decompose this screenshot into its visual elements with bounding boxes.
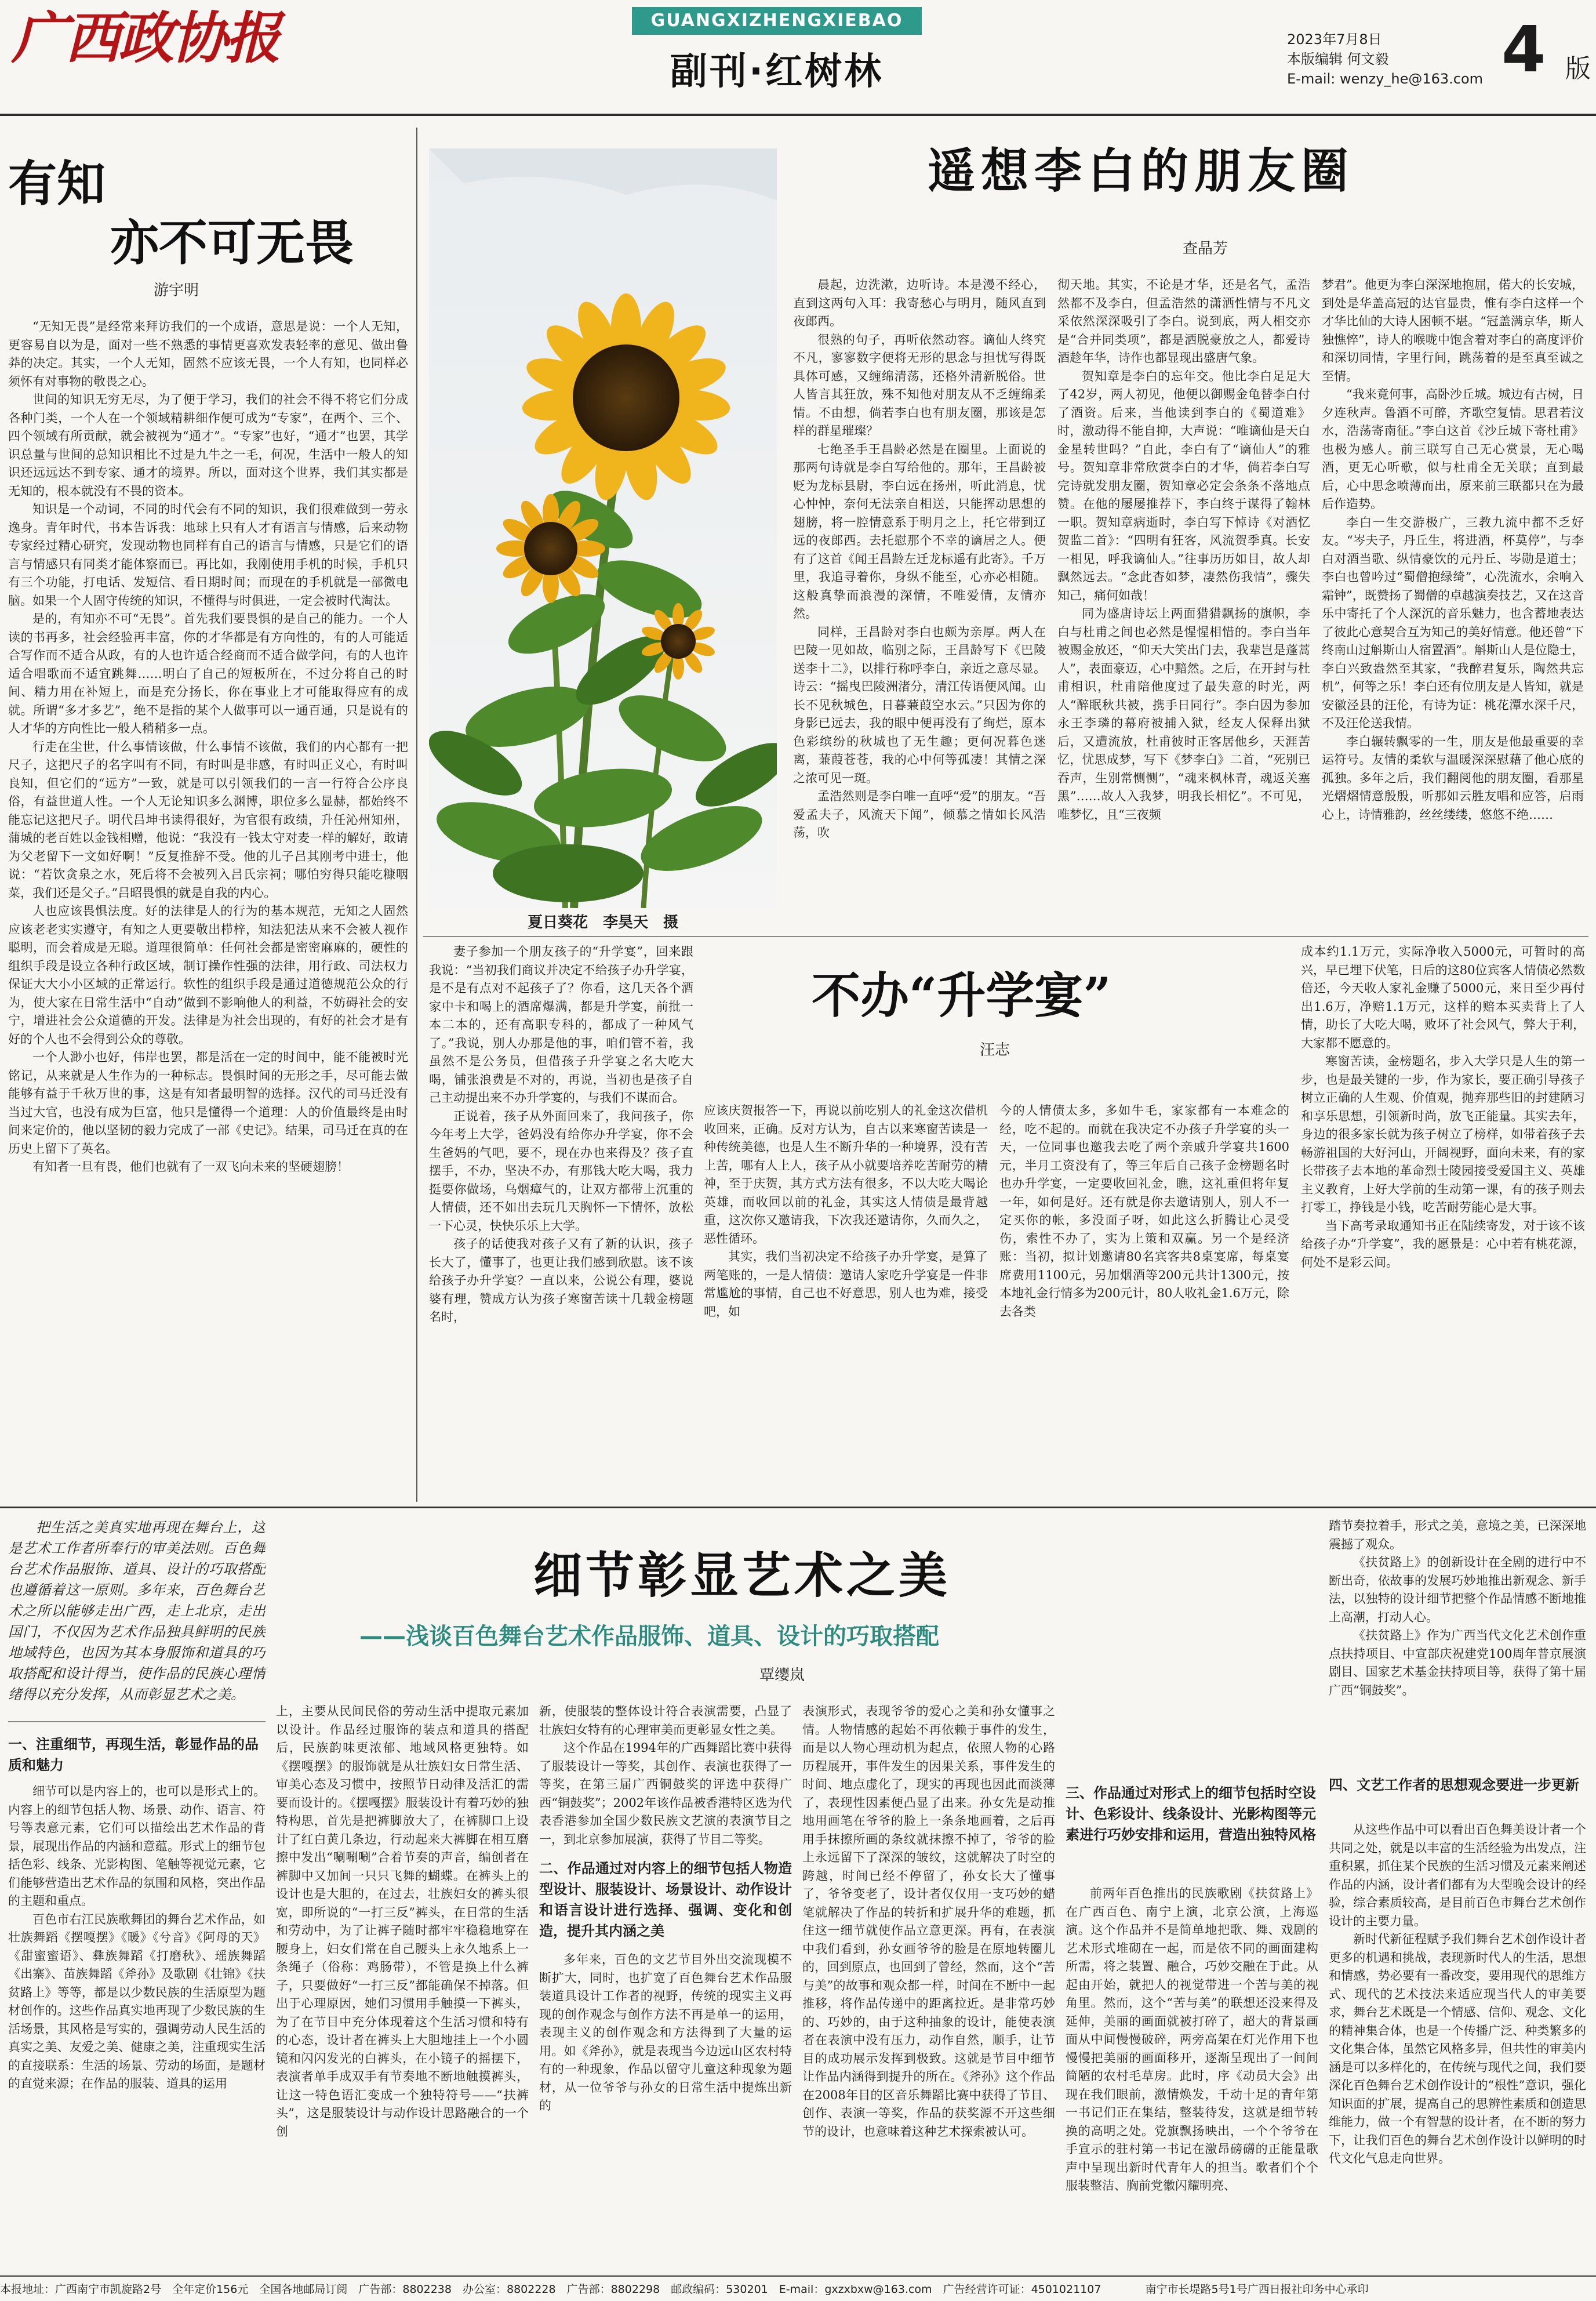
article2-col3 (1322, 276, 1584, 920)
article4-paragraph: 细节可以是内容上的，也可以是形式上的。内容上的细节包括人物、场景、动作、语言、符号等表意元素，它们可以描绘出艺术作品的背景，展现出作品的内涵和意蕴。形式上的细节包括色彩、线条、光影构图、笔触等视觉元素，它们能够营造出艺术作品的氛围和风格，突出作品的主题和重点。 (8, 1784, 266, 1908)
article1-body (8, 318, 408, 1489)
article4-paragraph: 前两年百色推出的民族歌剧《扶贫路上》在广西百色、南宁上演，北京公演，上海巡演。这个作品并不是简单地把歌、舞、戏剧的艺术形式堆砌在一起，而是依不同的画面建构所需，将之装置、融合，巧妙交融在于此。从起由开始，就把人的视觉带进一个苦与美的视角里。然而，这个“苦与美”的联想还没来得及延伸，美丽的画面就被打碎了，超大的背景画面从中间慢慢破碎，两旁高架在灯光作用下也慢慢把美丽的画面移开，逐渐呈现出了一间间简陋的农村毛草房。此时，序《动员大会》出现在我们眼前，激情焕发，千动十足的青年第一书记们正在集结，整装待发，这就是细节转换的高明之处。党旗飘扬映出，一个个爷爷在手宣示的驻村第一书记在激昂磅礴的正能量歌声中呈现出新时代青年人的担当。歌者们个个服装整洁、胸前党徽闪耀明亮、 (1066, 1886, 1318, 2193)
article4-paragraph: 多年来，百色的文艺节目外出交流现模不断扩大，同时，也扩宽了百色舞台艺术作品服装道具设计工作者的视野，传统的现实主义再现的创作观念与创作方法不再是单一的运用，表现主义的创作观念和方法得到了大量的运用。如《斧孙》，就是表现当今边远山区农村特有的一种现象，作品以留守儿童这种现象为题材，从一位爷爷与孙女的日常生活中提炼出新的 (539, 1952, 792, 2113)
article2-paragraph: 同为盛唐诗坛上两面猎猎飘扬的旗帜，李白与杜甫之间也必然是惺惺相惜的。李白当年被赐金放还，“仰天大笑出门去，我辈岂是蓬蒿人”，表面豪迈，心中黯然。之后，在开封与杜甫相识，杜甫陪他度过了最失意的时光，两人“醉眠秋共被，携手日同行”。李白因为参加永王李璘的幕府被捕入狱，经友人保释出狱后，又遭流放，杜甫彼时正客居他乡，天涯苦忆，忧思成梦，写下《梦李白》二首，“死别已吞声，生别常恻恻”，“魂来枫林青，魂返关塞黑”……故人入我梦，明我长相忆”。不可见，唯梦忆，且“三夜频 (1057, 607, 1310, 822)
sunflower-image (429, 148, 777, 908)
article2-title: 遥想李白的朋友圈 (928, 143, 1355, 199)
article4-section4-heading: 四、文艺工作者的思想观念要进一步更新 (1329, 1777, 1579, 1793)
article1-paragraph: 一个人渺小也好，伟岸也罢，都是活在一定的时间中，能不能被时光铭记，从来就是人生作为的一种标志。畏惧时间的无形之手，尽可能去做能够有益于千秋万世的事，这是有知者最明智的选择。汉代的司马迁没有当过大官，也没有成为巨富，他只是懂得一个道理：人的价值最终是由时间来定价的，他以坚韧的毅力完成了一部《史记》。结果，司马迁在真的在历史上留下了英名。 (8, 1050, 408, 1156)
article3-col3 (1301, 943, 1585, 1500)
masthead-pinyin: GUANGXIZHENGXIEBAO (632, 7, 922, 35)
article4-paragraph: 《扶贫路上》的创新设计在全剧的进行中不断出奇，依故事的发展巧妙地推出新观念、新手法，以独特的设计细节把整个作品情感不断地推上高潮，打动人心。 (1329, 1555, 1586, 1624)
article2-paragraph: 梦君”。他更为李白深深地抱屈，偌大的长安城，到处是华盖高冠的达官显贵，惟有李白这样一个才华比仙的大诗人困顿不堪。“冠盖满京华，斯人独憔悴”，诗人的喉咙中饱含着对李白的高度评价和深切同情，字里行间，跳荡着的是至真至诚之至情。 (1322, 278, 1584, 383)
article4-col5a (1329, 1517, 1586, 1766)
article4-paragraph: 《扶贫路上》作为广西当代文化艺术创作重点扶持项目、中宣部庆祝建党100周年普京展演剧目、国家艺术基金扶持项目等，获得了第十届广西“铜鼓奖”。 (1329, 1628, 1586, 1697)
article4-paragraph: 新时代新征程赋予我们舞台艺术创作设计者更多的机遇和挑战，表现新时代人的生活，思想和情感，势必要有一番改变，要用现代的思维方式、现代的艺术技法来适应现当代人的审美要求，舞台艺术既是一个情感、信仰、观念、文化的精神集合体，也是一个传播广泛、种类繁多的文化集合体，虽然它风格多异，但共性的审美内涵是可以多样化的，在传统与现代之间，我们要深化百色舞台艺术创作设计的“根性”意识，强化知识面的扩展，提高自己的思辨性素质和创造思维能力，做一个有智慧的设计者，在不断的努力下，让我们百色的舞台艺术创作设计以鲜明的时代文化气息走向世界。 (1329, 1932, 1586, 2165)
masthead-logo: 广西政协报 (12, 5, 278, 71)
article1-paragraph: 人也应该畏惧法度。好的法律是人的行为的基本规范，无知之人固然应该老老实实遵守，有知之人更要敬出栉梓，知法犯法从来不会被人视作聪明，而会着成是无聪。道理很简单：任何社会都是密密麻麻的，硬性的组织手段是设立各种行政区域，制订操作性强的法律，用行政、司法权力保证大大小小区域的正常运行。软性的组织手段是通过道德规范公众的行为，使大家在日常生活中“自动”做到不影响他人的利益，不妨碍社会的安宁，增进社会公众道德的开发。法律是为社会出现的，有好的社会才是有好的个人也不会得到公众的尊敬。 (8, 904, 408, 1046)
article1-paragraph: 行走在尘世，什么事情该做，什么事情不该做，我们的内心都有一把尺子，这把尺子的名字叫有不同，有时叫是非感，有时叫正义心，有时叫良知，但它们的“远方”一致，就是可以引领我们的一言一行符合公序良俗，有益世道人性。一个人无论知识多么渊博，职位多么显赫，都始终不能忘记这把尺子。明代吕坤书读得很好，为官很有政绩，升任沁州知州，蒲城的老百姓以金钱相赠，他说：“我没有一钱太守对麦一样的解好，敢请为父老留下一文如好啊！”反复推辞不受。他的儿子吕其刚考中进士，他说：“若饮贪泉之水，死后将不会被列入吕氏宗祠；哪怕穷得只能吃糠咽菜，我们还是父子。”吕昭畏惧的就是自我的内心。 (8, 739, 408, 900)
article3-paragraph: 其实，我们当初决定不给孩子办升学宴，是算了两笔账的，一是人情债：邀请人家吃升学宴是一件非常尴尬的事情，自己也不好意思，别人也为难，接受吧，如 (704, 1250, 988, 1319)
article2-paragraph: 贺知章是李白的忘年交。他比李白足足大了42岁，两人初见，他便以御赐金龟替李白付了酒资。后来，当他读到李白的《蜀道难》时，激动得不能自抑，大声说：“唯谪仙是天白金星转世吗？”自此，李白有了“谪仙人”的雅号。贺知章非常欣赏李白的才华，倘若李白写完诗就发朋友圈，贺知章必定会条条不落地点赞。在他的屡屡推荐下，李白终于谋得了翰林一职。贺知章病逝时，李白写下悼诗《对酒忆贺监二首》：“四明有狂客，风流贺季真。长安一相见，呼我谪仙人。”往事历历如目，故人却飘然远去。“念此杳如梦，凄然伤我情”，骤失知己，痛何如哉！ (1057, 369, 1310, 603)
section-rule (423, 936, 1588, 937)
article4-col2 (539, 1703, 792, 2270)
article1-paragraph: 有知者一旦有畏，他们也就有了一双飞向未来的坚硬翅膀！ (32, 1160, 349, 1174)
article3-col1 (704, 1102, 988, 1500)
article2-paragraph: 晨起，边洗漱，边听诗。本是漫不经心，直到这两句入耳：我寄愁心与明月，随风直到夜郎西。 (793, 278, 1046, 328)
article3-col0 (429, 943, 693, 1500)
article2-paragraph: 同样，王昌龄对李白也颇为亲厚。两人在巴陵一见如故，临别之际，王昌龄写下《巴陵送李十二》，以排行称呼李白，亲近之意尽显。诗云：“摇曳巴陵洲渚分，清江传语便风闻。山长不见秋城色，日暮蒹葭空水云。”只因为你的身影已远去，我的眼中便再没有了绚烂，原本色彩缤纷的秋城也了无生趣；更何况暮色迷离，蒹葭苍苍，我的心中何等孤凄！其情之深之浓可见一斑。 (793, 625, 1046, 785)
article4-col3 (802, 1703, 1055, 2270)
article4-lead-text: 把生活之美真实地再现在舞台上，这是艺术工作者所奉行的审美法则。百色舞台艺术作品服饰、道具、设计的巧取搭配也遵循着这一原则。多年来，百色舞台艺术之所以能够走出广西，走上北京，走出国门，不仅因为艺术作品独具鲜明的民族地域特色，也因为其本身服饰和道具的巧取搭配和设计得当，使作品的民族心理情绪得以充分发挥，从而彰显艺术之美。 (8, 1519, 266, 1703)
photo-caption: 夏日葵花 李昊天 摄 (527, 914, 678, 931)
article3-paragraph: 寒窗苦读，金榜题名，步入大学只是人生的第一步，也是最关键的一步，作为家长，要正确引导孩子树立正确的人生观、价值观，抛弃那些旧的封建陋习和享乐思想，引领新时尚，放飞正能量。其实去年，身边的很多家长就为孩子树立了榜样，如带着孩子去畅游祖国的大好河山，开阔视野，面向未来，有的家长带孩子去本地的革命烈士陵园接受爱国主义、英雄主义教育，上好大学前的生动第一课，有的孩子则去打零工，挣钱是小钱，吃苦耐劳能心是大事。 (1301, 1054, 1585, 1214)
article4-col1 (276, 1703, 529, 2270)
article2-paragraph: 七绝圣手王昌龄必然是在圈里。上面说的那两句诗就是李白写给他的。那年，王昌龄被贬为龙标县尉，李白远在扬州，听此消息，忧心忡忡，奈何无法亲自相送，只能挥动思想的翅膀，将一腔情意系于明月之上，托它带到辽远的夜郎西。去托慰那个不幸的谪居之人。便有了这首《闻王昌龄左迁龙标遥有此寄》。千万里，我追寻着你，身纵不能至，心亦必相随。这般真挚而浪漫的深情，不唯爱情，友情亦然。 (793, 442, 1046, 620)
article2-col1 (793, 276, 1046, 920)
article3-paragraph: 应该庆贺报答一下，再说以前吃别人的礼金这次借机收回来，正确。反对方认为，自古以来寒窗苦读是一种传统美德，也是人生不断升华的一种境界，没有苦上苦，哪有人上人，孩子从小就要培养吃苦耐劳的精神，至于庆贺，其方式方法有很多，不以大吃大喝论英雄，而收回以前的礼金，其实这人情债是最背越重，这次你又邀请我，下次我还邀请你，久而久之，恶性循环。 (704, 1104, 988, 1246)
article2-paragraph: “我来竟何事，高卧沙丘城。城边有古树，日夕连秋声。鲁酒不可醉，齐歌空复情。思君若汶水，浩荡寄南征。”李白这首《沙丘城下寄杜甫》也极为感人。前三联写自己无心赏景，无心喝酒，更无心听歌，似与杜甫全无关联；直到最后，心中思念喷薄而出，原来前三联都只在为最后作造势。 (1322, 387, 1584, 511)
article3-paragraph: 正说着，孩子从外面回来了，我问孩子，你今年考上大学，爸妈没有给你办升学宴，你不会生爸妈的气吧，要不，现在办也来得及？孩子直摆手，不办，坚决不办，有那钱大吃大喝，我力挺要你做场，乌烟瘴气的，让双方都带上沉重的人情债，还不如出去玩几天胸怀一下情怀，放松一下心灵，快快乐乐上大学。 (429, 1109, 693, 1233)
article2-author: 查晶芳 (1183, 240, 1228, 257)
page-editor: 本版编辑 何文毅 (1287, 51, 1389, 67)
article2-paragraph: 很熟的句子，再听依然动容。谪仙人终究不凡，寥寥数字便将无形的思念与担忧写得既具体可感，又缠绵清荡，还格外清新脱俗。世人皆言其狂放，殊不知他对朋友从不乏缠绵柔情。不由想，倘若李白也有朋友圈，那该是怎样的群星璀璨？ (793, 332, 1046, 438)
editor-email: E-mail: wenzy_he@163.com (1287, 71, 1484, 87)
article3-paragraph: 今的人情债太多，多如牛毛，家家都有一本难念的经，吃不起的。而就在我决定不办孩子升学宴的头一天，一位同事也邀我去吃了两个亲戚升学宴共1600元，半月工资没有了，等三年后自己孩子金榜题名时也办升学宴，一定要收回礼金，瞧，这礼重但将年复一年，如何是好。还有就是你去邀请别人，别人不一定买你的帐，多没面子呀，如此这么折腾让心灵受伤，索性不办了，实为上策和双赢。另一个是经济账：当初，拟计划邀请80名宾客共8桌宴席，每桌宴席费用1100元，另加烟酒等200元共计1300元，按本地礼金行情多为200元计，80人收礼金1.6万元，除去各类 (999, 1104, 1289, 1319)
article4-paragraph: 新，使服装的整体设计符合表演需要，凸显了壮族妇女特有的心理审美而更彰显女性之美。 (539, 1704, 792, 1737)
page-unit: 版 (1565, 54, 1591, 84)
article4-lead (8, 1517, 266, 1714)
article1-title-line1: 有知 (8, 155, 106, 212)
article3-paragraph: 孩子的话使我对孩子又有了新的认识，孩子长大了，懂事了，也更让我们感到欣慰。该不该给孩子办升学宴？一直以来，公说公有理，婆说婆有理，赞成方认为孩子寒窗苦读十几载金榜题名时， (429, 1237, 693, 1324)
article4-paragraph: 踏节奏拉着手，形式之美，意境之美，已深深地震撼了观众。 (1329, 1519, 1586, 1551)
article4-col4 (1066, 1885, 1318, 2270)
article4-paragraph: 这个作品在1994年的广西舞蹈比赛中获得了服装设计一等奖，其创作、表演也获得了一等奖，在第三届广西铜鼓奖的评选中获得广西“铜鼓奖”；2002年该作品被香港特区选为代表香港参加全国少数民族文艺演的表演节目之一，到北京参加展演，获得了节目二等奖。 (539, 1741, 792, 1846)
article3-title: 不办“升学宴” (812, 967, 1111, 1024)
article4-paragraph: 表演形式，表现爷爷的爱心之美和孙女懂事之情。人物情感的起始不再依赖于事件的发生，而是以人物心理动机为起点，依照人物的心路历程展开，事件发生的因果关系，事件发生的时间、地点虚化了，现实的再现也因此而淡薄了，表现性因素便凸显了出来。孙女先是动推地用画笔在爷爷的脸上一条条地画着，之后再用手抹擦所画的条纹就抹擦不掉了，爷爷的脸上永远留下了深深的皱纹，这就解决了时空的跨越，时间已经不停留了，孙女长大了懂事了，爷爷变老了，设计者仅仅用一支巧妙的蜡笔就解决了作品的转折和扩展升华的难题，抓住这一细节就使作品立意更深。再有，在表演中我们看到，孙女画爷爷的脸是在原地转圈儿的，回到原点，也回到了曾经，然而，这个“苦与美”的故事和观众都一样，时间在不断中一起推移，将作品传递中的距离拉近。是非常巧妙的、巧妙的，由于这种抽象的设计，能使表演者在表演中没有压力，动作自然，顺手，让节目的成功展示发挥到极致。这就是节目中细节让作品内涵得到提升的所在。《斧孙》这个作品在2008年目的区音乐舞蹈比赛中获得了节目、创作、表演一等奖，作品的获奖源不开这些细节的设计，也意味着这种艺术探索被认可。 (802, 1704, 1055, 2139)
article3-paragraph: 妻子参加一个朋友孩子的“升学宴”，回来跟我说：“当初我们商议并决定不给孩子办升学宴，是不是有点对不起孩子了？你看，这几天各个酒家中卡和喝上的酒席爆满，都是升学宴，前批一本二本的，还有高职专科的，都成了一种风气了。”我说，别人办那是他的事，咱们管不着，我虽然不是公务员，但借孩子升学宴之名大吃大喝，铺张浪费是不对的，再说，当初也是孩子自己主动提出来不办升学宴的，与我们不谋而合。 (429, 945, 693, 1105)
article4-col0 (8, 1783, 266, 2270)
article4-col5b (1329, 1821, 1586, 2270)
section-title: 副刊·红树林 (670, 50, 884, 93)
article4-paragraph: 从这些作品中可以看出百色舞美设计者一个共同之处，就是以丰富的生活经验为出发点，注重积累，抓住某个民族的生活习惯及元素来阐述作品的内涵，设计者们都有为大型晚会设计的经验，综合素质较高，是目前百色市舞台艺术创作设计的主要力量。 (1329, 1823, 1586, 1928)
article1-author: 游宇明 (154, 282, 199, 299)
article4-section1-heading: 一、注重细节，再现生活，彰显作品的品质和魅力 (8, 1736, 259, 1773)
article3-paragraph: 成本约1.1万元，实际净收入5000元，可暂时的高兴，早已埋下伏笔，日后的这80位宾客人情债必然数倍还，今天收人家礼金赚了5000元，来日至少再付出1.6万，净赔1.1万元，这样的赔本买卖背上了人情，助长了大吃大喝，败坏了社会风气，弊大于利，大家都不愿意的。 (1301, 945, 1585, 1050)
article1-title-line2: 亦不可无畏 (110, 214, 354, 271)
footer-info: 本报地址：广西南宁市凯旋路2号 全年定价156元 全国各地邮局订阅 广告部：8802238 办公室：8802228 广告部：8802298 邮政编码：530201 E-mail：gxzxbxw@163.com 广告经营许可证：4501021107 南宁市长堤路5号1号广西日报社印务中心承印 (0, 2283, 1369, 2296)
article1-paragraph: “无知无畏”是经常来拜访我们的一个成语，意思是说：一个人无知，更容易自以为是，面对一些不熟悉的事情更喜欢发表轻率的意见、做出鲁莽的决定。其实，一个人无知，固然不应该无畏，一个人有知，也同样必须怀有对事物的敬畏之心。 (8, 320, 408, 389)
article4-paragraph: 百色市右江民族歌舞团的舞台艺术作品，如壮族舞蹈《摆嘎摆》《暖》《兮音》《阿母的天》《甜蜜蜜语》、彝族舞蹈《打磨秋》、瑶族舞蹈《出寨》、苗族舞蹈《斧孙》及歌剧《壮锦》《扶贫路上》等等，都是以少数民族的生活原型为题材创作的。这些作品真实地再现了少数民族的生活场景，其风格是写实的，强调劳动人民生活的真实之美、友爱之美、健康之美，注重现实生活的直接联系：生活的场景、劳动的场面，是题材的直觉来源；在作品的服装、道具的运用 (8, 1912, 266, 2091)
article4-section3-heading: 三、作品通过对形式上的细节包括时空设计、色彩设计、线条设计、光影构图等元素进行巧妙安排和运用，营造出独特风格 (1066, 1785, 1316, 1843)
masthead-rule (0, 114, 1596, 116)
article4-subtitle: ——浅谈百色舞台艺术作品服饰、道具、设计的巧取搭配 (359, 1623, 939, 1650)
article2-paragraph: 孟浩然则是李白唯一直呼“爱”的朋友。“吾爱孟夫子，风流天下闻”，倾慕之情如长风浩荡，吹 (793, 789, 1046, 840)
article2-paragraph: 彻天地。其实，不论是才华，还是名气，孟浩然都不及李白，但孟浩然的潇洒性情与不凡文采依然深深吸引了李白。说到底，两人相交亦是“合并同类项”，都是洒脱豪放之人，都爱诗酒趁年华，诗作也都显现出盛唐气象。 (1057, 278, 1310, 365)
article3-author: 汪志 (980, 1041, 1010, 1059)
article1-paragraph: 世间的知识无穷无尽，为了便于学习，我们的社会不得不将它们分成各种门类，一个人在一个领域精耕细作便可成为“专家”，在两个、三个、四个领域有所贡献，就会被视为“通才”。“专家”也好，“通才”也罢，其学识总量与世间的总知识相比不过是九牛之一毛，何况，生活中一般人的知识还远远达不到专家、通才的境界。所以，面对这个世界，我们其实都是无知的，根本就没有不畏的资本。 (8, 393, 408, 498)
article3-col2 (999, 1102, 1289, 1500)
footer-rule (0, 2275, 1596, 2277)
article4-author: 覃缨岚 (759, 1667, 805, 1684)
article4-section2-heading: 二、作品通过对内容上的细节包括人物造型设计、服装设计、场景设计、动作设计和语言设计进行选择、强调、变化和创造，提升其内涵之美 (539, 1860, 792, 1939)
article2-paragraph: 李白一生交游极广，三教九流中都不乏好友。“岑夫子，丹丘生，将进酒，杯莫停”，与李白对酒当歌、纵情豪饮的元丹丘、岑勋是道士；李白也曾吟过“蜀僧抱绿绮”，心洗流水，余响入霜钟”，既赞扬了蜀僧的卓越演奏技艺，又在这音乐中寄托了个人深沉的音乐魅力，也含蓄地表达了彼此心意契合互为知己的美好情意。他还曾“下终南山过斛斯山人宿置酒”。斛斯山人是位隐士，李白兴致盎然至其家，“我醉君复乐，陶然共忘机”，何等之乐！李白还有位朋友是人皆知，就是安徽泾县的汪伦，有诗为证：桃花潭水深千尺，不及汪伦送我情。 (1322, 515, 1584, 730)
article3-paragraph: 当下高考录取通知书正在陆续寄发，对于该不该给孩子办“升学宴”，我的愿景是：心中若有桃花源，何处不是彩云间。 (1301, 1218, 1585, 1269)
article2-paragraph: 李白辗转飘零的一生，朋友是他最重要的幸运符号。友情的柔软与温暖深深慰藉了他心底的孤独。多年之后，我们翻阅他的朋友圈，看那星光熠熠情意殷殷，听那如云胜友唱和应答，启雨心上，诗情雅韵，丝丝缕缕，悠悠不绝…… (1322, 734, 1584, 822)
article2-col2 (1057, 276, 1310, 920)
article1-paragraph: 是的，有知亦不可“无畏”。首先我们要畏惧的是自己的能力。一个人读的书再多，社会经验再丰富，你的才华都是有方向性的，有的人可能适合写作而不适合从政，有的人也许适合经商而不适合做学问，有的人也许适合唱歌而不适宜跳舞……明白了自己的短板所在，不过分将自己的时间、精力用在补短上，而是充分扬长，你在事业上才可能取得应有的成就。所谓“多才多艺”，绝不是指的某个人做事可以一通百通，只是说有的人才华的方向性比一般人稍稍多一点。 (8, 612, 408, 735)
article4-paragraph: 上，主要从民间民俗的劳动生活中提取元素加以设计。作品经过服饰的装点和道具的搭配后，民族韵味更浓郁、地域风格更独特。如《摆嘎摆》的服饰就是从壮族妇女日常生活、审美心态及习惯中，按照节日动律及活汇的需要而设计的。《摆嘎摆》服装设计有着巧妙的独特构思，首先是把裤脚放大了，在裤脚口上设计了红白黄几条边，行动起来大裤脚在相互磨擦中发出“唰唰唰”合着节奏的声音，编创者在裤脚中又加间一只只飞舞的蝴蝶。在裤头上的设计也是大胆的，在过去，壮族妇女的裤头很宽，即所说的“一打三反”裤头，在日常的生活和劳动中，为了让裤子随时都牢牢稳稳地穿在腰身上，妇女们常在自己腰头上永久地系上一条绳子（俗称：鸡肠带），不管是换上什么裤子，只要做好“一打三反”都能确保不掉落。但出于心理原因，她们习惯用手触摸一下裤头，为了在节目中充分体现着这个生活习惯和特有的心态，设计者在裤头上大胆地挂上一个小圆镜和闪闪发光的白裤头，在小镜子的摇摆下，表演者单手成双手有节奏地不断地触摸裤头，让这一特色语汇变成一个独特符号——“扶裤头”，这是服装设计与动作设计思路融合的一个创 (276, 1704, 529, 2139)
page-number: 4 (1502, 12, 1546, 86)
section-rule (0, 1507, 1596, 1508)
article1-paragraph: 知识是一个动词，不同的时代会有不同的知识，我们很难做到一劳永逸身。青年时代，书本告诉我：地球上只有人才有语言与情感，后来动物专家经过精心研究，发现动物也同样有自己的语言与情感，只是它们的语言与情感只有同类才能体察而已。再比如，我刚使用手机的时候，手机只有三个功能，打电话、发短信、看日期时间；而现在的手机就是一部微电脑。如果一个人固守传统的知识，不懂得与时俱进，一定会被时代淘汰。 (8, 502, 408, 608)
article4-title: 细节彰显艺术之美 (533, 1547, 951, 1604)
sunflower-photo (429, 148, 777, 908)
lead-rule (8, 1721, 266, 1722)
column-rule (416, 128, 417, 1502)
issue-date: 2023年7月8日 (1287, 31, 1382, 48)
